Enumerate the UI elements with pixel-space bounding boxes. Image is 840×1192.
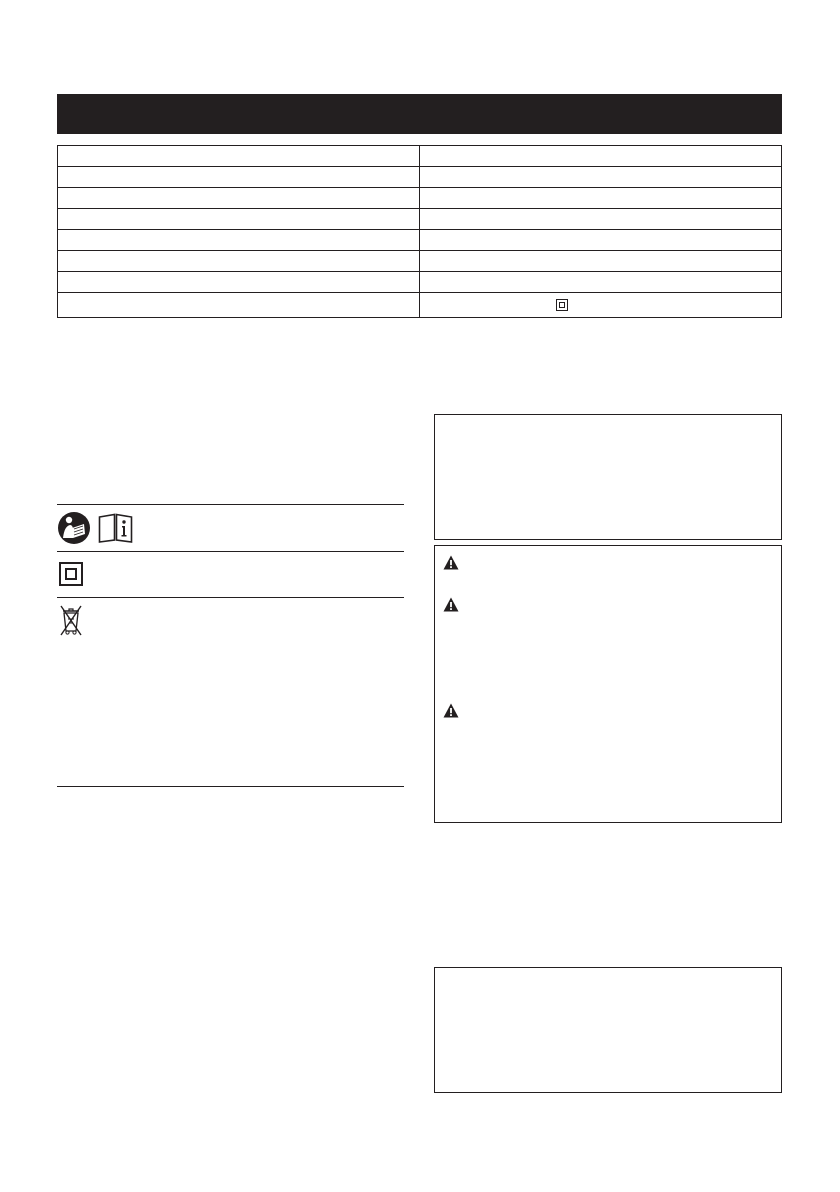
spec-label [58,146,420,167]
spec-label [58,209,420,230]
table-row [58,293,782,318]
warning-triangle-icon [443,555,459,570]
spec-value [420,167,782,188]
symbol-row-class-ii [57,551,404,597]
section-header-bar [57,94,782,134]
class-ii-icon [59,562,83,586]
warning-box [434,545,782,823]
spec-value-class-ii [420,293,782,318]
spec-value [420,188,782,209]
read-manual-icon [58,512,90,544]
note-box [434,967,782,1093]
symbol-row-weee [57,597,404,787]
spec-value [420,230,782,251]
specifications-table [57,145,782,318]
symbol-row-read-manual [57,504,404,551]
spec-label [58,293,420,318]
warning-triangle-icon [443,703,459,718]
spec-label [58,230,420,251]
spec-value [420,251,782,272]
table-row [58,146,782,167]
info-manual-icon [98,513,133,543]
warning-triangle-icon [443,597,459,612]
table-row [58,230,782,251]
table-row [58,167,782,188]
weee-crossed-bin-icon [59,604,83,636]
table-row [58,251,782,272]
table-row [58,188,782,209]
spec-value [420,146,782,167]
class-ii-icon [556,299,568,311]
spec-label [58,272,420,293]
spec-label [58,251,420,272]
spec-value [420,272,782,293]
note-box [434,414,782,540]
spec-label [58,167,420,188]
spec-value [420,209,782,230]
table-row [58,272,782,293]
table-row [58,209,782,230]
spec-label [58,188,420,209]
symbols-table [57,504,404,787]
